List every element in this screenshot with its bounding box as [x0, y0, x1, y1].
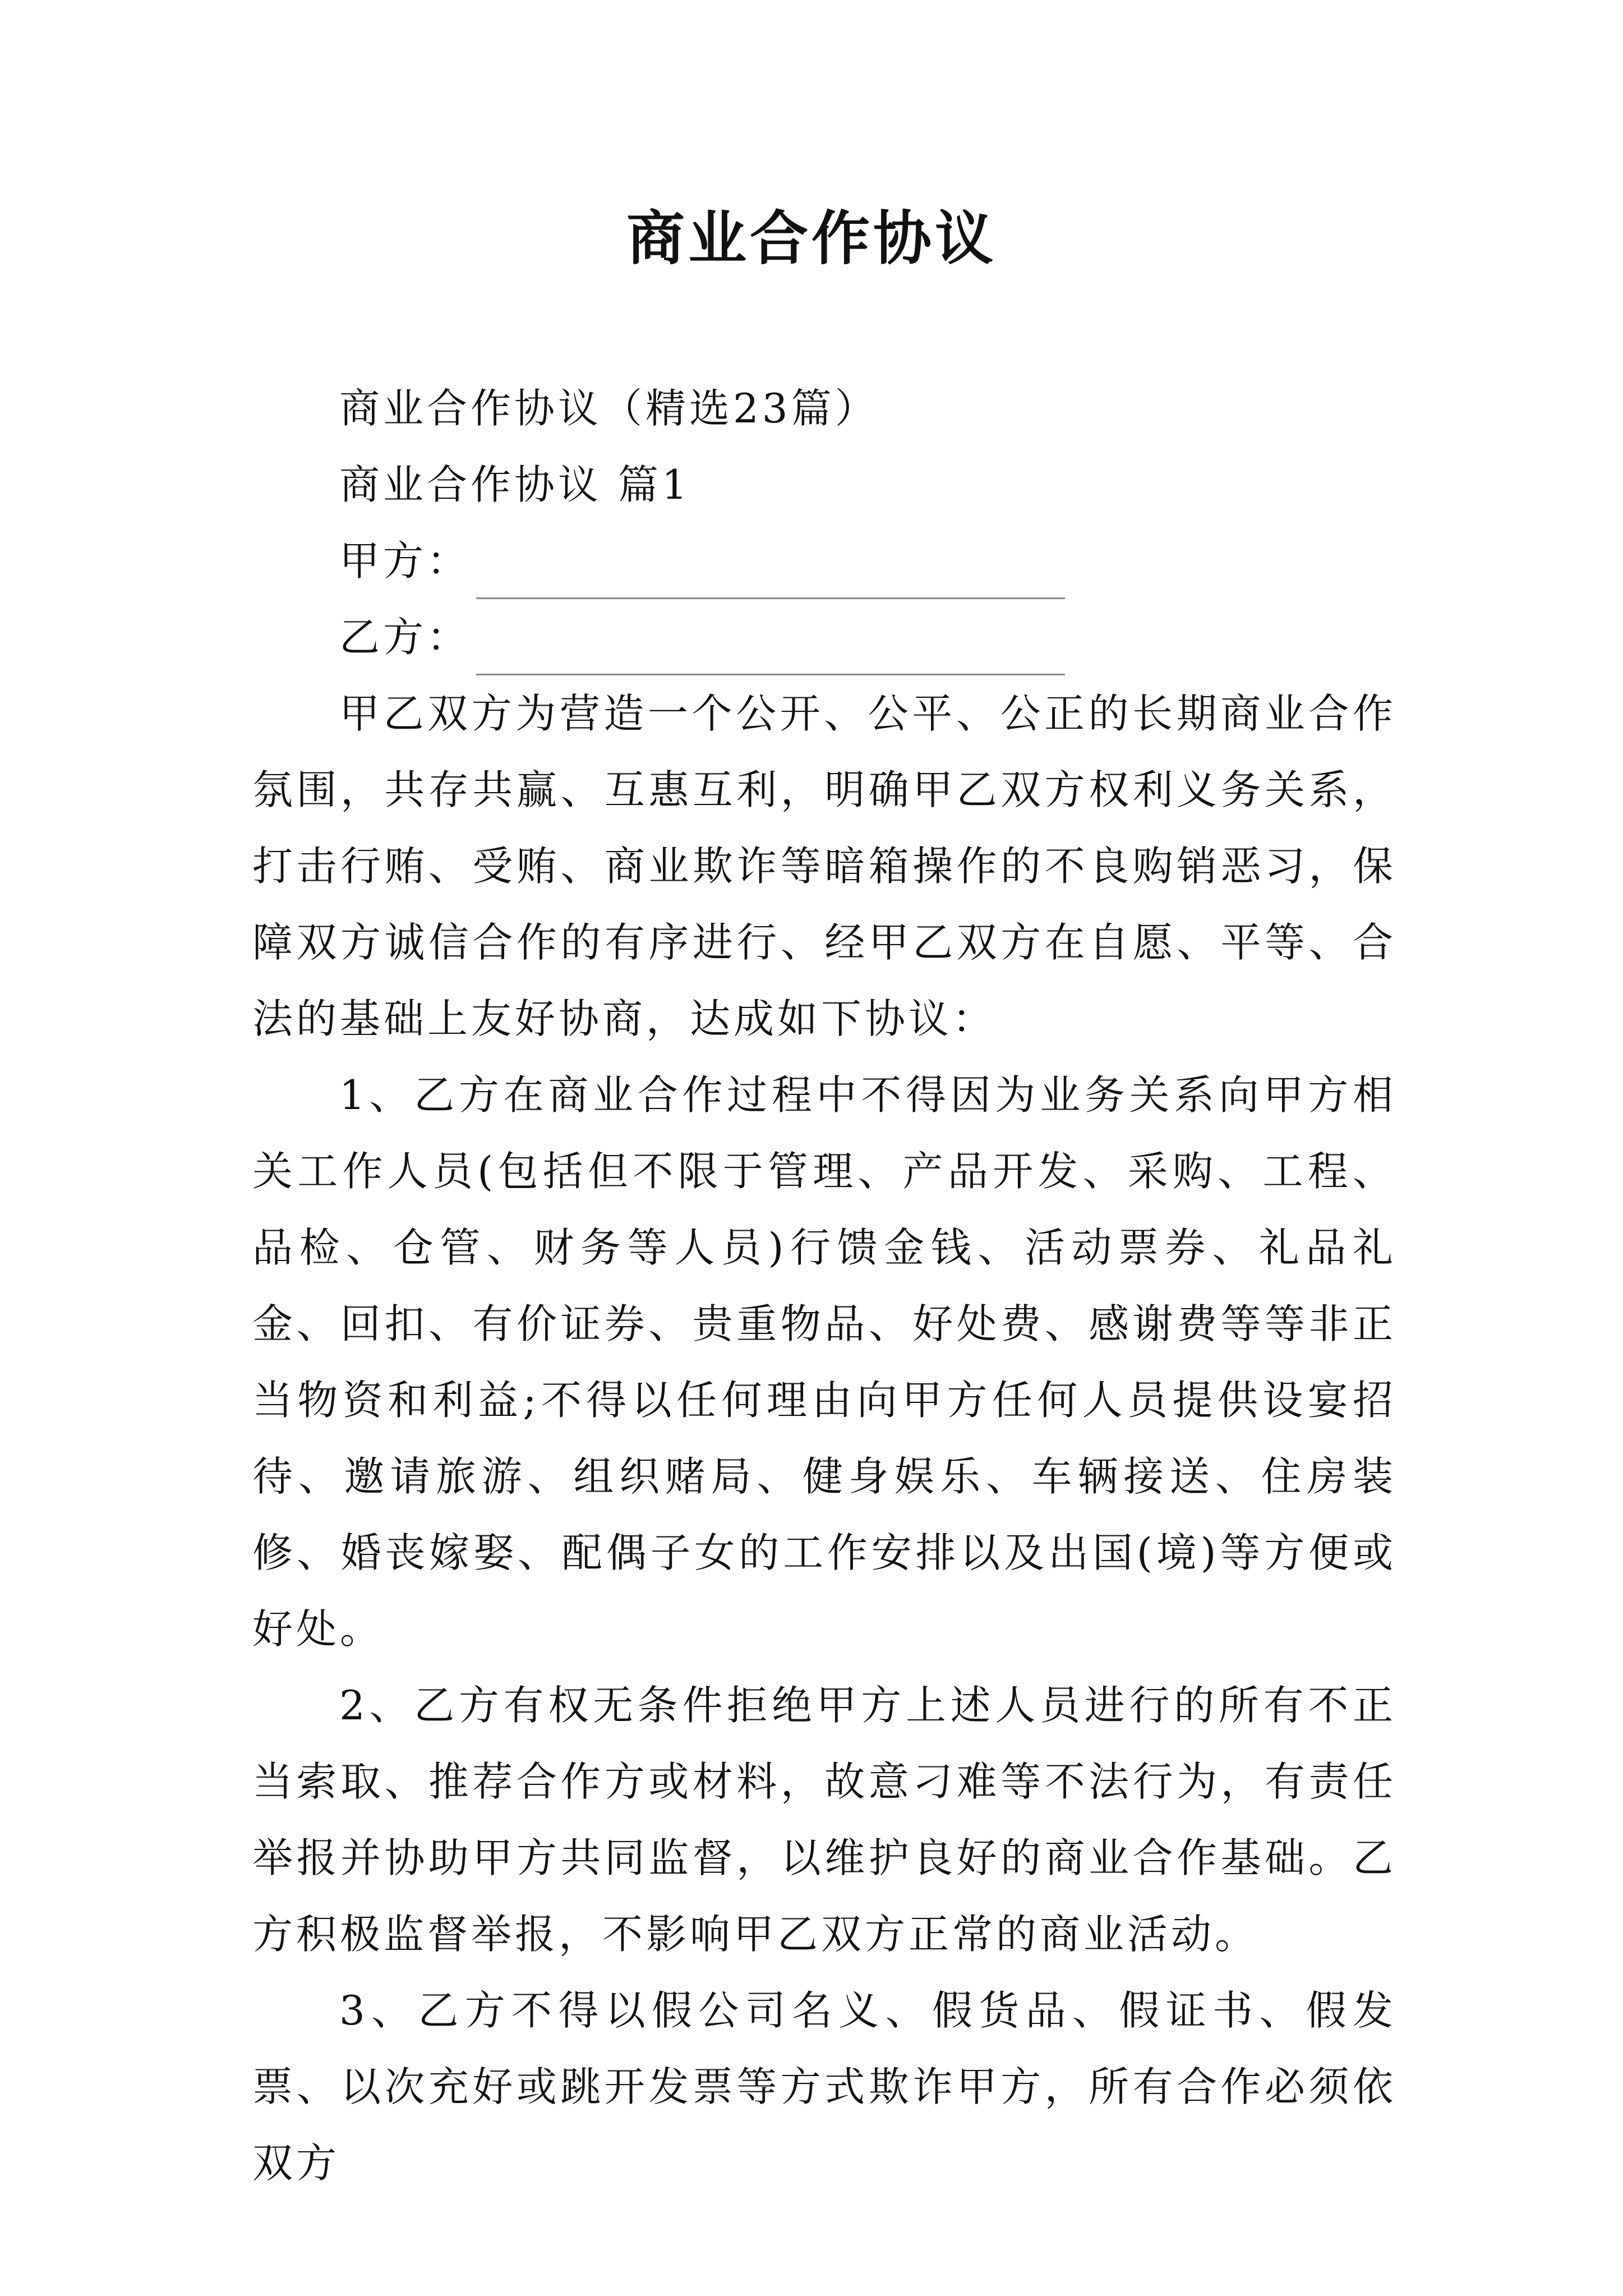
document-body: [252, 370, 1396, 2201]
document-subtitle: 商业合作协议（精选23篇）: [339, 385, 879, 432]
party-b-line: [252, 599, 1396, 675]
paragraph-clause-1: 1、乙方在商业合作过程中不得因为业务关系向甲方相关工作人员(包括但不限于管理、产品开发、采购、工程、品检、仓管、财务等人员)行馈金钱、活动票券、礼品礼金、回扣、有价证券、贵重物品、好处费、感谢费等等非正当物资和利益;不得以任何理由向甲方任何人员提供设宴招待、邀请旅游、组织赌局、健身娱乐、车辆接送、住房装修、婚丧嫁娶、配偶子女的工作安排以及出国(境)等方便或好处。: [252, 1071, 1396, 1653]
paragraph-intro: 甲乙双方为营造一个公开、公平、公正的长期商业合作氛围，共存共赢、互惠互利，明确甲乙双方权利义务关系，打击行贿、受贿、商业欺诈等暗箱操作的不良购销恶习，保障双方诚信合作的有序进行、经甲乙双方在自愿、平等、合法的基础上友好协商，达成如下协议：: [252, 690, 1396, 1042]
party-a-label: 甲方：: [339, 537, 471, 585]
document-title: 商业合作协议: [626, 204, 997, 273]
party-b-blank: [476, 631, 1065, 675]
paragraph-clause-2: 2、乙方有权无条件拒绝甲方上述人员进行的所有不正当索取、推荐合作方或材料，故意刁难等不法行为，有责任举报并协助甲方共同监督，以维护良好的商业合作基础。乙方积极监督举报，不影响甲乙双方正常的商业活动。: [252, 1682, 1396, 1958]
party-a-blank: [476, 555, 1065, 599]
paragraph-clause-3: 3、乙方不得以假公司名义、假货品、假证书、假发票、以次充好或跳开发票等方式欺诈甲方，所有合作必须依双方: [252, 1987, 1396, 2187]
section-heading: 商业合作协议 篇1: [339, 461, 691, 508]
party-a-line: [252, 523, 1396, 599]
party-b-label: 乙方：: [339, 614, 471, 661]
